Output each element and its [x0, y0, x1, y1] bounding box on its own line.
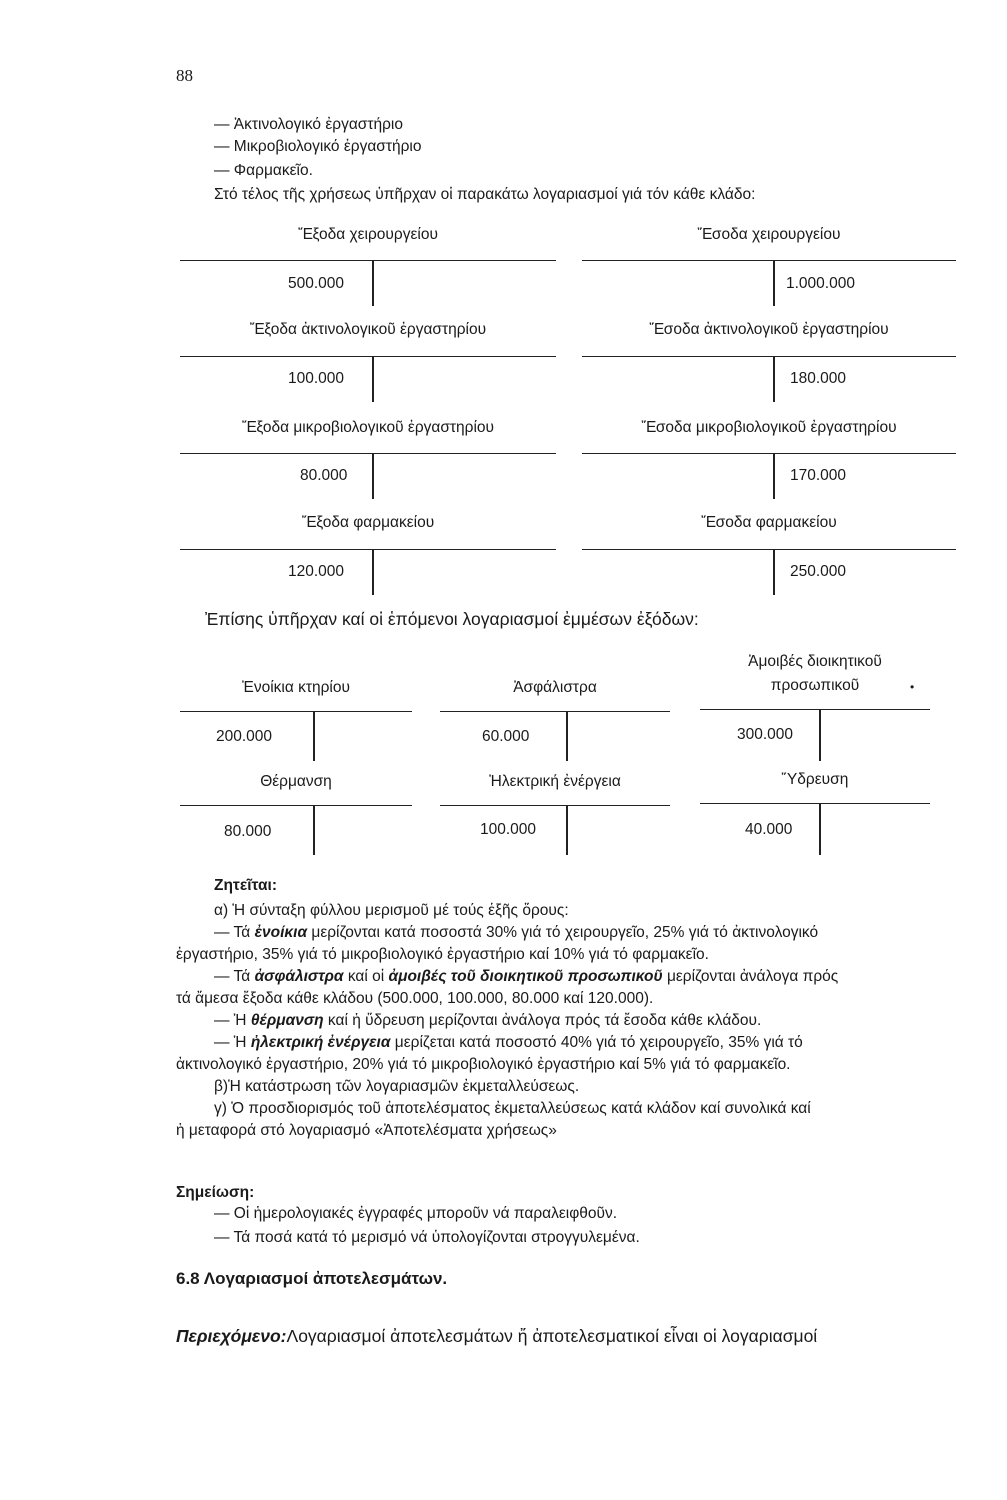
requirements-block — [176, 900, 986, 1142]
stray-mark: • — [910, 680, 915, 694]
rule-4-cont: ἀκτινολογικό ἐργαστήριο, 20% γιά τό μικροβιολογικό ἐργαστήριο καί 5% γιά τό φαρμακεῖο. — [176, 1056, 791, 1073]
indirect-amount: 80.000 — [224, 823, 272, 840]
indirect-account-label: Θέρμανση — [260, 773, 332, 790]
section-title: 6.8 Λογαριασμοί ἀποτελεσμάτων. — [176, 1269, 448, 1288]
indirect-account-label: Ἀμοιβές διοικητικοῦ — [748, 653, 882, 670]
indirect-amount: 200.000 — [216, 728, 273, 745]
t-account-rule — [180, 711, 412, 712]
t-account-divider — [372, 356, 374, 402]
list-item: — Μικροβιολογικό ἐργαστήριο — [214, 138, 422, 155]
expense-amount: 120.000 — [288, 563, 345, 580]
t-account-rule — [582, 356, 956, 357]
t-account-divider — [773, 453, 775, 499]
indirect-amount: 40.000 — [745, 821, 793, 838]
t-account-divider — [372, 260, 374, 306]
t-account-rule — [440, 805, 670, 806]
revenue-amount: 180.000 — [790, 370, 847, 387]
t-account-divider — [372, 453, 374, 499]
indirect-account-label: Ἀσφάλιστρα — [513, 679, 597, 696]
rule-3: — Ἡ θέρμανση καί ἡ ὕδρευση μερίζονται ἀνάλογα πρός τά ἔσοδα κάθε κλάδου. — [214, 1012, 762, 1029]
t-account-divider — [372, 549, 374, 595]
expense-amount: 500.000 — [288, 275, 345, 292]
t-account-rule — [582, 260, 956, 261]
list-item: — Ἀκτινολογικό ἐργαστήριο — [214, 116, 403, 133]
revenue-account-label: Ἔσοδα ἀκτινολογικοῦ ἐργαστηρίου — [649, 321, 889, 338]
t-account-rule — [180, 260, 556, 261]
content-line — [176, 1326, 817, 1347]
t-account-rule — [180, 549, 556, 550]
t-account-divider — [566, 711, 568, 761]
indirect-amount: 60.000 — [482, 728, 530, 745]
t-account-rule — [180, 356, 556, 357]
revenue-amount: 250.000 — [790, 563, 847, 580]
expense-account-label: Ἔξοδα ἀκτινολογικοῦ ἐργαστηρίου — [249, 321, 487, 338]
indirect-account-label: Ἐνοίκια κτηρίου — [242, 679, 350, 696]
content-text: Λογαριασμοί ἀποτελεσμάτων ἤ ἀποτελεσματικοί εἶναι οἱ λογαριασμοί — [286, 1326, 818, 1346]
page-number: 88 — [176, 66, 193, 85]
t-account-rule — [700, 803, 930, 804]
indirect-account-label: προσωπικοῦ — [770, 677, 860, 694]
indirect-account-label: Ὕδρευση — [781, 771, 849, 788]
task-c: γ) Ὁ προσδιορισμός τοῦ ἀποτελέσματος ἐκμεταλλεύσεως κατά κλάδον καί συνολικά καί — [214, 1100, 811, 1117]
expense-amount: 80.000 — [300, 467, 348, 484]
expense-account-label: Ἔξοδα χειρουργείου — [298, 226, 438, 243]
task-c-cont: ἡ μεταφορά στό λογαριασμό «Ἀποτελέσματα χρήσεως» — [176, 1122, 557, 1139]
t-account-divider — [566, 805, 568, 855]
revenue-amount: 1.000.000 — [786, 275, 855, 292]
indirect-amount: 300.000 — [737, 726, 794, 743]
rule-2: — Τά ἀσφάλιστρα καί οἱ ἀμοιβές τοῦ διοικητικοῦ προσωπικοῦ μερίζονται ἀνάλογα πρός — [214, 968, 839, 985]
t-account-rule — [582, 453, 956, 454]
t-account-rule — [700, 709, 930, 710]
rule-2-cont: τά ἄμεσα ἔξοδα κάθε κλάδου (500.000, 100.000, 80.000 καί 120.000). — [176, 990, 654, 1007]
zhteitai-heading: Ζητεῖται: — [214, 877, 277, 894]
t-account-divider — [773, 549, 775, 595]
t-account-rule — [440, 711, 670, 712]
t-account-divider — [313, 805, 315, 855]
expense-amount: 100.000 — [288, 370, 345, 387]
t-account-divider — [773, 260, 775, 306]
rule-4: — Ἡ ἠλεκτρική ἐνέργεια μερίζεται κατά ποσοστό 40% γιά τό χειρουργεῖο, 35% γιά τό — [214, 1034, 803, 1051]
t-account-divider — [773, 356, 775, 402]
rule-1: — Τά ἐνοίκια μερίζονται κατά ποσοστά 30% γιά τό χειρουργεῖο, 25% γιά τό ἀκτινολογικό — [214, 924, 819, 941]
list-item: — Φαρμακεῖο. — [214, 162, 313, 179]
content-label: Περιεχόμενο: — [176, 1326, 287, 1346]
revenue-amount: 170.000 — [790, 467, 847, 484]
t-account-rule — [582, 549, 956, 550]
revenue-account-label: Ἔσοδα φαρμακείου — [701, 514, 837, 531]
t-account-rule — [180, 453, 556, 454]
revenue-account-label: Ἔσοδα μικροβιολογικοῦ ἐργαστηρίου — [641, 419, 897, 436]
indirect-amount: 100.000 — [480, 821, 537, 838]
expense-account-label: Ἔξοδα μικροβιολογικοῦ ἐργαστηρίου — [241, 419, 495, 436]
intro-text: Στό τέλος τῆς χρήσεως ὑπῆρχαν οἱ παρακάτω λογαριασμοί γιά τόν κάθε κλάδο: — [214, 186, 756, 203]
indirect-intro: Ἐπίσης ὑπῆρχαν καί οἱ ἑπόμενοι λογαριασμοί ἐμμέσων ἐξόδων: — [205, 609, 699, 629]
rule-1-cont: ἐργαστήριο, 35% γιά τό μικροβιολογικό ἐργαστήριο καί 10% γιά τό φαρμακεῖο. — [176, 946, 709, 963]
t-account-divider — [819, 803, 821, 855]
t-account-divider — [313, 711, 315, 761]
indirect-account-label: Ἠλεκτρική ἐνέργεια — [489, 773, 621, 790]
t-account-divider — [819, 709, 821, 761]
expense-account-label: Ἔξοδα φαρμακείου — [301, 514, 435, 531]
t-account-rule — [180, 805, 412, 806]
task-a: α) Ἡ σύνταξη φύλλου μερισμοῦ μέ τούς ἑξῆς ὅρους: — [214, 902, 569, 919]
revenue-account-label: Ἔσοδα χειρουργείου — [697, 226, 841, 243]
note-item: — Τά ποσά κατά τό μερισμό νά ὑπολογίζονται στρογγυλεμένα. — [214, 1229, 640, 1246]
task-b: β)Ἡ κατάστρωση τῶν λογαριασμῶν ἐκμεταλλεύσεως. — [214, 1078, 580, 1095]
note-item: — Οἱ ἡμερολογιακές ἐγγραφές μποροῦν νά παραλειφθοῦν. — [214, 1205, 618, 1222]
note-heading: Σημείωση: — [176, 1184, 255, 1201]
